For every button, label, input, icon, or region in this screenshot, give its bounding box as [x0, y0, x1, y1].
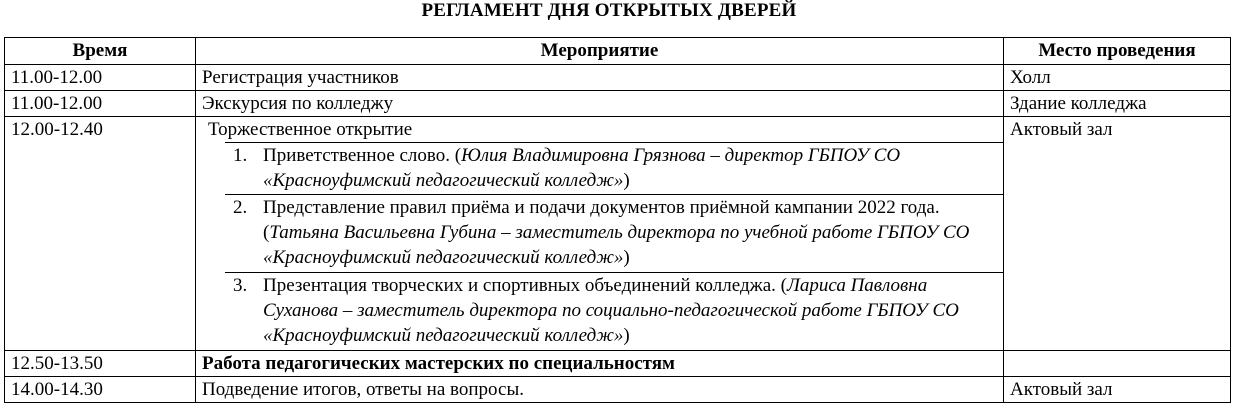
place-cell: Холл	[1004, 65, 1231, 91]
table-row	[5, 377, 1231, 403]
table-header-row	[5, 38, 1231, 65]
header-place: Место проведения	[1004, 38, 1231, 65]
list-item-text	[263, 143, 995, 194]
event-cell: Регистрация участников	[196, 65, 1004, 91]
table-row	[5, 65, 1231, 91]
list-item-description: Презентация творческих и спортивных объединений колледжа. (	[263, 275, 788, 296]
event-cell	[196, 117, 1004, 351]
event-cell: Работа педагогических мастерских по специальностям	[196, 351, 1004, 377]
table-row	[5, 117, 1231, 351]
time-cell: 11.00-12.00	[5, 65, 196, 91]
time-cell: 12.00-12.40	[5, 117, 196, 351]
table-row	[5, 351, 1231, 377]
place-cell	[1004, 351, 1231, 377]
list-item-number: 1.	[233, 145, 248, 166]
list-item-tail: )	[623, 170, 630, 191]
header-time: Время	[5, 38, 196, 65]
list-item-speaker: Лариса Павловна Суханова – заместитель директора по социально-педагогической работе ГБПОУ СО «Красноуфимский педагогический колледж»	[263, 275, 959, 346]
time-cell: 14.00-14.30	[5, 377, 196, 403]
schedule-table	[4, 37, 1231, 403]
time-cell: 12.50-13.50	[5, 351, 196, 377]
time-cell: 11.00-12.00	[5, 91, 196, 117]
list-item-number: 3.	[233, 275, 248, 296]
list-item-description: Представление правил приёма и подачи документов приёмной кампании 2022 года. (	[263, 197, 940, 243]
event-title: Торжественное открытие	[208, 119, 413, 140]
list-item-number: 2.	[233, 197, 248, 218]
header-event: Мероприятие	[196, 38, 1004, 65]
document-title: РЕГЛАМЕНТ ДНЯ ОТКРЫТЫХ ДВЕРЕЙ	[421, 0, 797, 21]
event-cell: Подведение итогов, ответы на вопросы.	[196, 377, 1004, 403]
list-item-text	[263, 273, 995, 350]
list-item	[225, 272, 1003, 350]
list-item-speaker: Юлия Владимировна Грязнова – директор ГБПОУ СО «Красноуфимский педагогический колледж»	[263, 145, 901, 191]
place-cell: Актовый зал	[1004, 117, 1231, 351]
place-cell: Актовый зал	[1004, 377, 1231, 403]
place-cell: Здание колледжа	[1004, 91, 1231, 117]
list-item-description: Приветственное слово. (	[263, 145, 462, 166]
list-item-tail: )	[623, 325, 630, 346]
event-cell: Экскурсия по колледжу	[196, 91, 1004, 117]
list-item-speaker: Татьяна Васильевна Губина – заместитель директора по учебной работе ГБПОУ СО «Красноуфимский педагогический колледж»	[263, 222, 970, 268]
table-row	[5, 91, 1231, 117]
list-item	[225, 194, 1003, 272]
program-list	[225, 142, 1003, 350]
list-item	[225, 142, 1003, 194]
list-item-tail: )	[623, 247, 630, 268]
list-item-text	[263, 195, 995, 272]
